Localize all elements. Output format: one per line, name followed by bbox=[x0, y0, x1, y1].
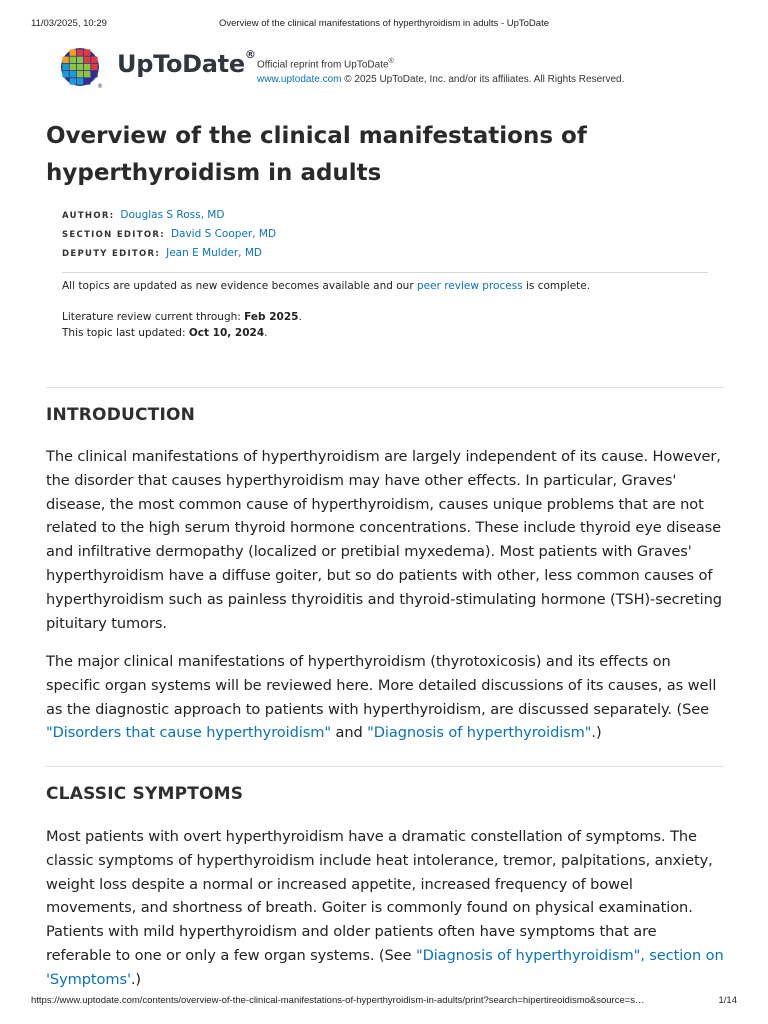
diagnosis-link[interactable]: "Diagnosis of hyperthyroidism" bbox=[367, 724, 592, 742]
logo-tile bbox=[62, 57, 68, 63]
section-divider bbox=[46, 766, 724, 767]
logo-tile bbox=[77, 49, 83, 55]
literature-review-date: Literature review current through: Feb 2025. bbox=[62, 311, 302, 323]
logo-tile bbox=[91, 57, 97, 63]
divider bbox=[62, 272, 708, 273]
reprint-notice bbox=[257, 54, 624, 87]
logo-tile bbox=[84, 57, 90, 63]
logo-tile bbox=[91, 71, 97, 77]
logo-tile bbox=[84, 71, 90, 77]
logo-tile bbox=[70, 49, 76, 55]
page-number: 1/14 bbox=[718, 995, 737, 1006]
logo-tile bbox=[62, 71, 68, 77]
review-notice: All topics are updated as new evidence becomes available and our peer review process is complete. bbox=[62, 280, 591, 292]
logo-tile bbox=[62, 64, 68, 70]
page-title: Overview of the clinical manifestations of hyperthyroidism in adults bbox=[46, 123, 587, 186]
print-page-title: Overview of the clinical manifestations of hyperthyroidism in adults - UpToDate bbox=[218, 18, 549, 29]
classic-symptoms-heading: CLASSIC SYMPTOMS bbox=[46, 784, 244, 804]
author-link[interactable]: Douglas S Ross, MD bbox=[120, 209, 225, 221]
section-editor-row: SECTION EDITOR : David S Cooper, MD bbox=[62, 225, 276, 244]
uptodate-site-link[interactable]: www.uptodate.com bbox=[257, 74, 342, 86]
copyright-line: www.uptodate.com © 2025 UpToDate, Inc. and/or its affiliates. All Rights Reserved. bbox=[257, 74, 625, 86]
logo-tile bbox=[91, 64, 97, 70]
disorders-link[interactable]: "Disorders that cause hyperthyroidism" bbox=[46, 724, 331, 742]
deputy-editor-link[interactable]: Jean E Mulder, MD bbox=[166, 247, 262, 259]
logo-tile bbox=[84, 49, 90, 55]
print-datetime: 11/03/2025, 10:29 bbox=[31, 18, 107, 29]
uptodate-logo-icon bbox=[60, 47, 102, 89]
print-footer bbox=[0, 995, 768, 1009]
brand-name: UpToDate® bbox=[117, 48, 256, 78]
peer-review-link[interactable]: peer review process bbox=[416, 280, 523, 292]
logo-tile bbox=[70, 64, 76, 70]
logo-tile bbox=[77, 78, 83, 84]
print-header bbox=[0, 0, 768, 34]
section-divider bbox=[46, 387, 724, 388]
uptodate-brand bbox=[60, 47, 260, 91]
introduction-heading: INTRODUCTION bbox=[46, 405, 196, 425]
logo-tile bbox=[84, 64, 90, 70]
introduction-paragraph-2: The major clinical manifestations of hyperthyroidism (thyrotoxicosis) and its effects on specific organ systems will be reviewed here. More detailed discussions of its causes, as well as the diagnostic approach to patients with hyperthyroidism, are discussed separately. (See "Disorders that cause hyperthyroidism" and "Diagnosis of hyperthyroidism".) bbox=[46, 653, 717, 742]
logo-tile bbox=[70, 71, 76, 77]
classic-symptoms-paragraph: Most patients with overt hyperthyroidism have a dramatic constellation of symptoms. The classic symptoms of hyperthyroidism include heat intolerance, tremor, palpitations, anxiety, weight loss despite a normal or increased appetite, increased frequency of bowel movements, and shortness of breath. Goiter is commonly found on physical examination. Patients with mild hyperthyroidism and older patients often have symptoms that are referable to one or only a few organ systems. (See "Diagnosis of hyperthyroidism", section on 'Symptoms'.) bbox=[46, 828, 724, 988]
section-editor-link[interactable]: David S Cooper, MD bbox=[170, 228, 277, 240]
logo-tile bbox=[70, 57, 76, 63]
reprint-line: Official reprint from UpToDate® bbox=[257, 58, 394, 71]
logo-tile bbox=[77, 71, 83, 77]
author-row: AUTHOR : Douglas S Ross, MD bbox=[62, 206, 276, 225]
print-url: https://www.uptodate.com/contents/overview-of-the-clinical-manifestations-of-hyperthyroidism-in-adults/print?search=hipertireoidismo&source=s… bbox=[31, 995, 645, 1006]
author-list bbox=[62, 206, 276, 263]
svg-text:®: ® bbox=[97, 83, 103, 90]
diagnosis-symptoms-link[interactable]: "Diagnosis of hyperthyroidism", section on 'Symptoms' bbox=[46, 946, 724, 988]
introduction-paragraph-1: The clinical manifestations of hyperthyroidism are largely independent of its cause. However, the disorder that causes hyperthyroidism may have other effects. In particular, Graves' disease, the most common cause of hyperthyroidism, causes unique problems that are not related to the high serum thyroid hormone concentrations. These include thyroid eye disease and infiltrative dermopathy (localized or pretibial myxedema). Most patients with Graves' hyperthyroidism have a diffuse goiter, but so do patients with other, less common causes of hyperthyroidism such as painless thyroiditis and thyroid-stimulating hormone (TSH)-secreting pituitary tumors. bbox=[46, 448, 722, 632]
logo-tile bbox=[77, 64, 83, 70]
last-updated-date: This topic last updated: Oct 10, 2024. bbox=[62, 327, 268, 339]
deputy-editor-row: DEPUTY EDITOR : Jean E Mulder, MD bbox=[62, 244, 276, 263]
logo-tile bbox=[70, 78, 76, 84]
logo-tile bbox=[84, 78, 90, 84]
logo-tile bbox=[77, 57, 83, 63]
